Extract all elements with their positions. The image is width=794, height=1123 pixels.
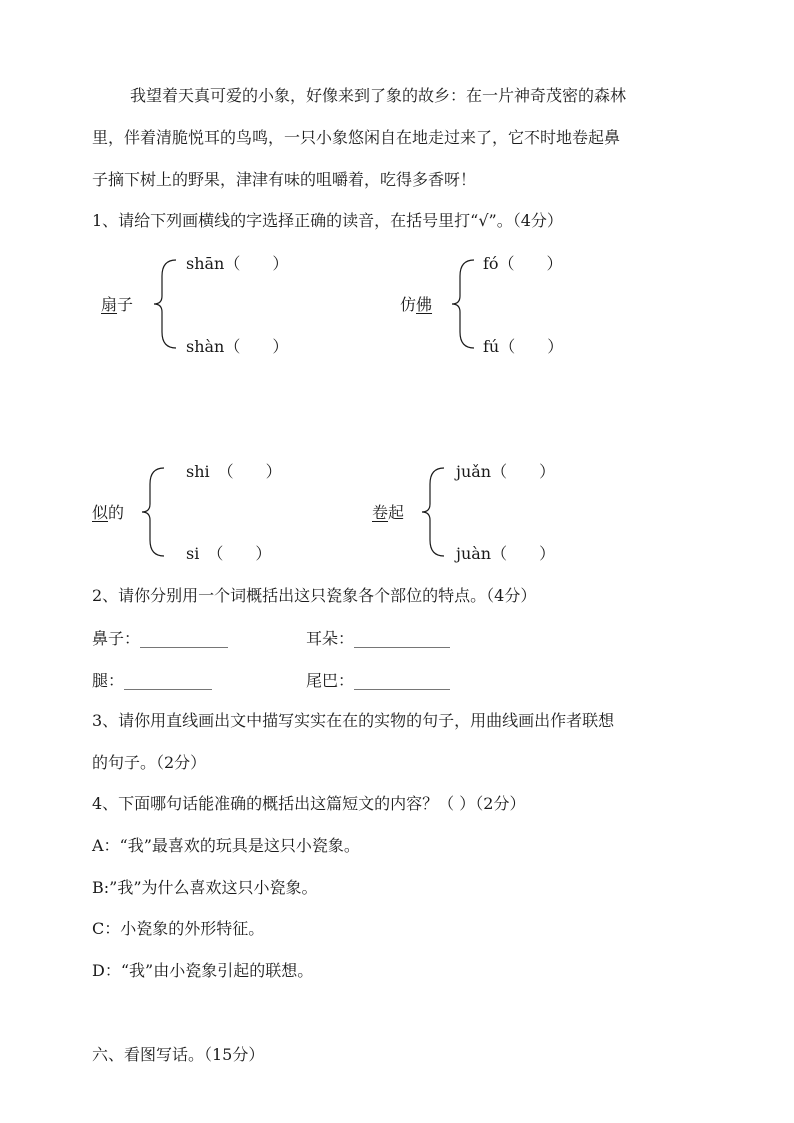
marked-char: 佛 [416,295,433,314]
q4-option-d[interactable]: D：“我”由小瓷象引起的联想。 [92,961,314,980]
word-fangfo [400,297,432,313]
option-shan4: shàn（ ） [186,337,289,356]
option-juan4: juàn（ ） [456,544,556,563]
passage-line-3: 子摘下树上的野果，津津有味的咀嚼着，吃得多香呀！ [92,170,477,189]
word-shide [92,505,124,521]
marked-char: 似 [92,503,109,522]
q1-prompt: 1、请给下列画横线的字选择正确的读音，在括号里打“√”。（4分） [92,211,563,230]
word-rest: 起 [388,503,405,522]
marked-char: 扇 [101,295,118,314]
option-si: si （ ） [186,544,272,563]
option-fu2: fú（ ） [483,337,564,356]
brace-4 [418,464,448,560]
option-shi: shi （ ） [186,462,282,481]
word-juanqi [372,505,404,521]
q4-option-b[interactable]: B:”我”为什么喜欢这只小瓷象。 [92,878,318,897]
word-rest: 子 [117,295,134,314]
marked-char: 卷 [372,503,389,522]
brace-2 [448,256,478,352]
q3-line-2: 的句子。（2分） [92,753,207,772]
q4-option-c[interactable]: C：小瓷象的外形特征。 [92,919,265,938]
word-pre: 仿 [400,295,417,314]
q2-tail-blank[interactable]: 尾巴：____________ [306,671,451,690]
option-fo2: fó（ ） [483,254,563,273]
option-juan3: juǎn（ ） [456,462,556,481]
q4-option-a[interactable]: A：“我”最喜欢的玩具是这只小瓷象。 [92,836,360,855]
word-shanzi [101,297,133,313]
q3-line-1: 3、请你用直线画出文中描写实实在在的实物的句子，用曲线画出作者联想 [92,711,615,730]
section-6-heading: 六、看图写话。（15分） [92,1045,265,1064]
brace-1 [150,256,180,352]
brace-3 [138,464,168,560]
q2-nose-blank[interactable]: 鼻子：___________ [92,629,229,648]
word-rest: 的 [108,503,125,522]
q4-prompt: 4、下面哪句话能准确的概括出这篇短文的内容？（ ）（2分） [92,794,526,813]
q2-prompt: 2、请你分别用一个词概括出这只瓷象各个部位的特点。（4分） [92,586,537,605]
passage-line-2: 里，伴着清脆悦耳的鸟鸣，一只小象悠闲自在地走过来了，它不时地卷起鼻 [92,128,621,147]
passage-line-1: 我望着天真可爱的小象，好像来到了象的故乡：在一片神奇茂密的森林 [130,86,627,105]
q2-leg-blank[interactable]: 腿：___________ [92,671,213,690]
q2-ear-blank[interactable]: 耳朵：____________ [306,629,451,648]
option-shan1: shān（ ） [186,254,289,273]
